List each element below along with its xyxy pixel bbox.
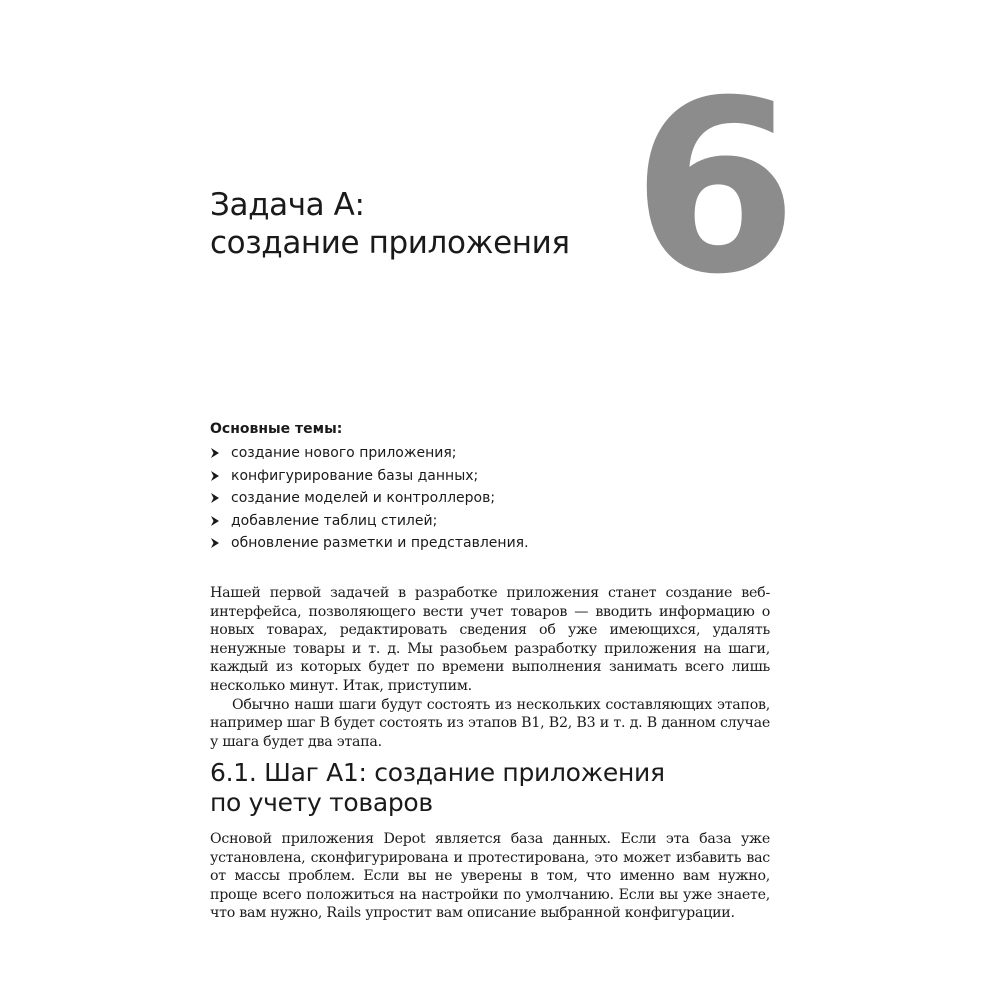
topic-item-text: конфигурирование базы данных; bbox=[231, 467, 479, 484]
topic-item-text: создание моделей и контроллеров; bbox=[231, 490, 496, 506]
topic-item-text: обновление разметки и представления. bbox=[231, 535, 529, 551]
arrow-bullet-icon bbox=[211, 471, 219, 481]
topic-item bbox=[210, 532, 770, 555]
intro-paragraph: Нашей первой задачей в разработке приложения станет создание веб-интерфейса, позволяющего вести учет товаров — вводить информацию о новых товарах, редактировать сведения об уже имеющихся, удалять ненужные товары и т. д. Мы разобьем разработку приложения на шаги, каждый из которых будет по времени выполнения занимать всего лишь несколько минут. Итак, приступим. bbox=[210, 585, 770, 694]
section-title-line1: 6.1. Шаг А1: создание приложения bbox=[210, 758, 665, 787]
intro-paragraph: Обычно наши шаги будут состоять из нескольких составляющих этапов, например шаг B будет состоять из этапов B1, B2, B3 и т. д. В данном случае у шага будет два этапа. bbox=[210, 696, 770, 750]
arrow-bullet-icon bbox=[211, 538, 219, 548]
section-title-line2: по учету товаров bbox=[210, 788, 433, 817]
arrow-bullet-icon bbox=[211, 448, 219, 458]
section-paragraph: Основой приложения Depot является база данных. Если эта база уже установлена, сконфигурирована и протестирована, это может избавить вас от массы проблем. Если вы не уверены в том, что именно вам нужно, проще всего положиться на настройки по умолчанию. Если вы уже знаете, что вам нужно, Rails упростит вам описание выбранной конфигурации. bbox=[210, 831, 770, 922]
arrow-bullet-icon bbox=[211, 493, 219, 503]
intro-text bbox=[210, 584, 770, 751]
topic-item bbox=[210, 487, 770, 510]
section-body-text bbox=[210, 830, 770, 923]
chapter-title-line1: Задача А: bbox=[210, 187, 365, 223]
topic-item bbox=[210, 442, 770, 465]
topic-item bbox=[210, 510, 770, 533]
arrow-bullet-icon bbox=[211, 516, 219, 526]
chapter-title-line2: создание приложения bbox=[210, 225, 570, 261]
topics-heading: Основные темы: bbox=[210, 421, 343, 437]
chapter-title bbox=[210, 186, 570, 262]
chapter-number: 6 bbox=[632, 50, 794, 327]
section-title bbox=[210, 758, 665, 818]
topic-item-text: добавление таблиц стилей; bbox=[231, 512, 438, 529]
topic-item-text: создание нового приложения; bbox=[231, 445, 457, 461]
topics-box bbox=[210, 418, 770, 555]
topic-item bbox=[210, 465, 770, 488]
topics-list bbox=[210, 442, 770, 555]
